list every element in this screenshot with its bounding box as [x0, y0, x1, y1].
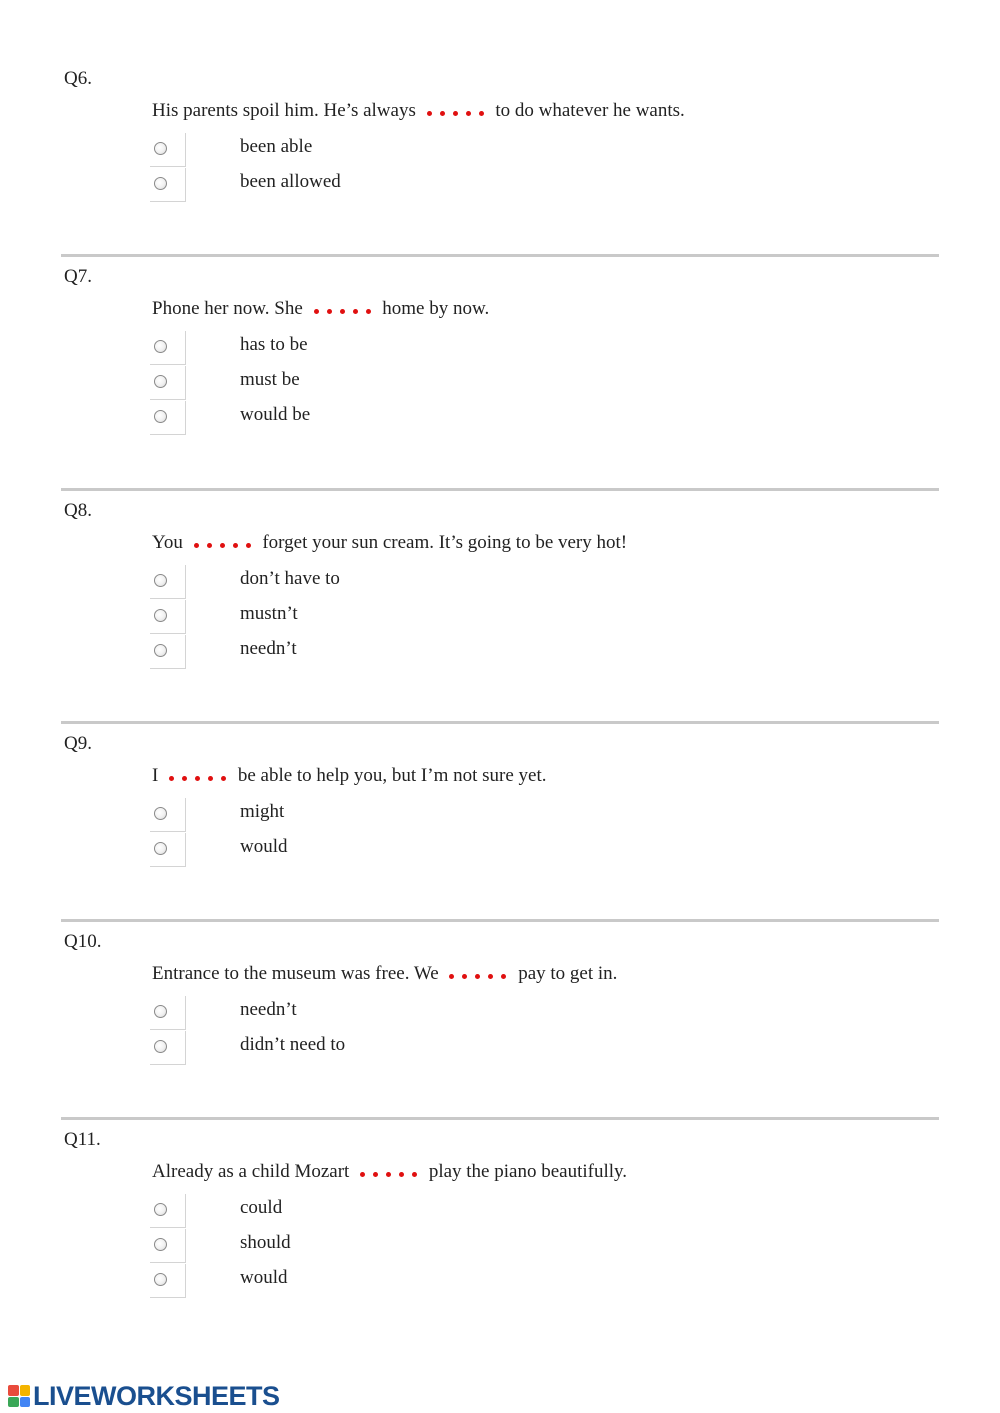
sentence-before: His parents spoil him. He’s always	[152, 100, 416, 121]
question-divider	[61, 1117, 939, 1120]
answer-blank	[358, 1168, 420, 1178]
radio-button[interactable]	[154, 842, 167, 855]
question-sentence	[152, 963, 617, 985]
option-row[interactable]	[150, 833, 550, 868]
question-sentence	[152, 765, 547, 787]
question-number: Q6.	[64, 68, 92, 89]
option-row[interactable]	[150, 600, 550, 635]
sentence-before: I	[152, 765, 159, 786]
radio-cell	[150, 798, 186, 832]
question-divider	[61, 254, 939, 257]
option-label: mustn’t	[240, 603, 298, 624]
radio-cell	[150, 1264, 186, 1298]
option-row[interactable]	[150, 401, 550, 436]
radio-button[interactable]	[154, 340, 167, 353]
sentence-before: You	[152, 532, 183, 553]
question-number: Q9.	[64, 733, 92, 754]
question-number: Q10.	[64, 931, 102, 952]
question-divider	[61, 919, 939, 922]
sentence-after: forget your sun cream. It’s going to be very hot!	[262, 532, 628, 553]
answer-blank	[192, 539, 254, 549]
option-label: would	[240, 836, 288, 857]
question-divider	[61, 488, 939, 491]
logo-blocks-icon	[8, 1385, 30, 1407]
sentence-after: be able to help you, but I’m not sure yet.	[237, 765, 547, 786]
radio-cell	[150, 366, 186, 400]
radio-cell	[150, 565, 186, 599]
radio-button[interactable]	[154, 807, 167, 820]
option-label: must be	[240, 369, 300, 390]
option-label: needn’t	[240, 999, 297, 1020]
radio-button[interactable]	[154, 1273, 167, 1286]
radio-button[interactable]	[154, 574, 167, 587]
option-row[interactable]	[150, 565, 550, 600]
option-row[interactable]	[150, 1031, 550, 1066]
option-label: would be	[240, 404, 311, 425]
logo-text: LIVEWORKSHEETS	[33, 1380, 280, 1411]
answer-blank	[167, 772, 229, 782]
option-label: been allowed	[240, 171, 341, 192]
radio-cell	[150, 833, 186, 867]
sentence-after: play the piano beautifully.	[428, 1161, 628, 1182]
sentence-after: home by now.	[382, 298, 490, 319]
option-label: would	[240, 1267, 288, 1288]
radio-cell	[150, 401, 186, 435]
radio-cell	[150, 1031, 186, 1065]
radio-cell	[150, 600, 186, 634]
answer-blank	[447, 970, 509, 980]
option-label: might	[240, 801, 285, 822]
liveworksheets-logo	[8, 1382, 280, 1410]
radio-button[interactable]	[154, 644, 167, 657]
radio-button[interactable]	[154, 1203, 167, 1216]
option-label: been able	[240, 136, 313, 157]
option-label: don’t have to	[240, 568, 340, 589]
radio-button[interactable]	[154, 1238, 167, 1251]
sentence-before: Entrance to the museum was free. We	[152, 963, 439, 984]
option-row[interactable]	[150, 1229, 550, 1264]
radio-cell	[150, 1194, 186, 1228]
sentence-after: to do whatever he wants.	[495, 100, 685, 121]
question-divider	[61, 721, 939, 724]
option-row[interactable]	[150, 1264, 550, 1299]
option-label: didn’t need to	[240, 1034, 346, 1055]
radio-cell	[150, 1229, 186, 1263]
sentence-before: Phone her now. She	[152, 298, 303, 319]
option-row[interactable]	[150, 996, 550, 1031]
option-label: could	[240, 1197, 283, 1218]
radio-cell	[150, 331, 186, 365]
option-label: needn’t	[240, 638, 297, 659]
option-row[interactable]	[150, 798, 550, 833]
option-row[interactable]	[150, 331, 550, 366]
radio-button[interactable]	[154, 375, 167, 388]
option-label: has to be	[240, 334, 308, 355]
radio-button[interactable]	[154, 1005, 167, 1018]
radio-button[interactable]	[154, 410, 167, 423]
radio-cell	[150, 996, 186, 1030]
answer-blank	[312, 305, 374, 315]
radio-button[interactable]	[154, 142, 167, 155]
question-sentence	[152, 532, 627, 554]
option-row[interactable]	[150, 366, 550, 401]
radio-cell	[150, 168, 186, 202]
option-row[interactable]	[150, 635, 550, 670]
question-sentence	[152, 1161, 627, 1183]
sentence-before: Already as a child Mozart	[152, 1161, 350, 1182]
question-number: Q7.	[64, 266, 92, 287]
question-number: Q11.	[64, 1129, 101, 1150]
option-row[interactable]	[150, 133, 550, 168]
radio-button[interactable]	[154, 177, 167, 190]
radio-cell	[150, 133, 186, 167]
option-label: should	[240, 1232, 291, 1253]
option-row[interactable]	[150, 168, 550, 203]
option-row[interactable]	[150, 1194, 550, 1229]
radio-cell	[150, 635, 186, 669]
question-sentence	[152, 100, 685, 122]
question-sentence	[152, 298, 489, 320]
sentence-after: pay to get in.	[518, 963, 618, 984]
answer-blank	[425, 107, 487, 117]
question-number: Q8.	[64, 500, 92, 521]
radio-button[interactable]	[154, 609, 167, 622]
radio-button[interactable]	[154, 1040, 167, 1053]
